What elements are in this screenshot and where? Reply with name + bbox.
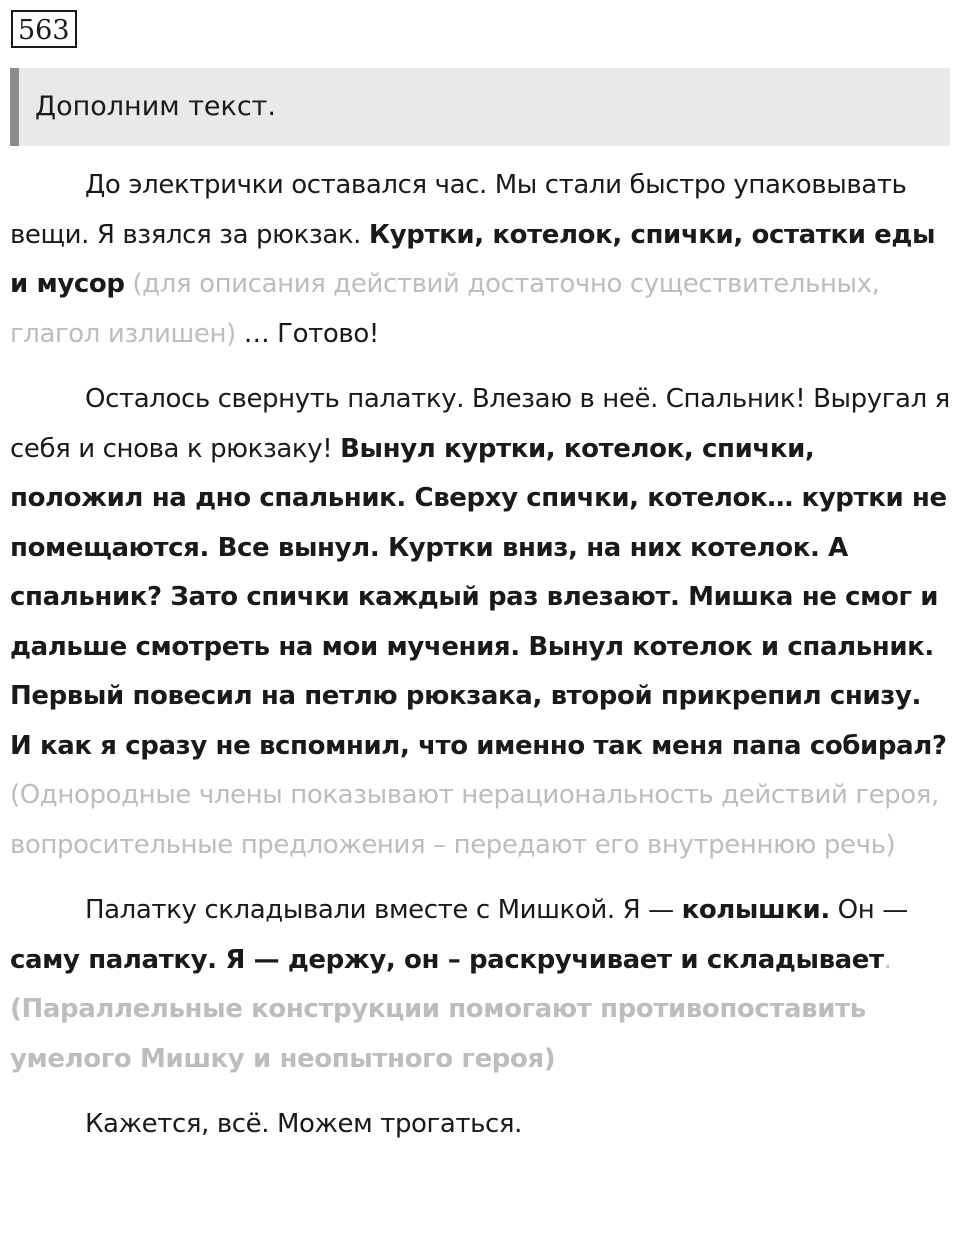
instruction-text: Дополним текст. (35, 91, 276, 122)
p3-part-1: Палатку складывали вместе с Мишкой. Я — (85, 895, 682, 925)
text-body (10, 161, 950, 1150)
p2-bold-passage: Вынул куртки, котелок, спички, положил на дно спальник. Сверху спички, котелок… куртки не помещаются. Все вынул. Куртки вниз, на них котелок. А спальник? Зато спички каждый раз влезают. Мишка не смог и дальше смотреть на мои мучения. Вынул котелок и спальник. Первый повесил на петлю рюкзака, второй прикрепил снизу. И как я сразу не вспомнил, что именно так меня папа собирал? (10, 433, 947, 761)
p3-part-3: . (207, 944, 226, 975)
p3-note: (Параллельные конструкции помогают противопоставить умелого Мишку и неопытного героя) (10, 994, 866, 1074)
paragraph-4 (10, 1100, 950, 1150)
paragraph-1 (10, 161, 950, 359)
p1-sentence: До электрички оставался час. Мы стали быстро упаковывать вещи. Я взялся за рюкзак. (10, 170, 907, 250)
p2-note: (Однородные члены показывают нерациональность действий героя, вопросительные предложения – передают его внутреннюю речь) (10, 780, 939, 860)
p1-ending: … Готово! (235, 318, 379, 349)
p4-sentence: Кажется, всё. Можем трогаться. (85, 1109, 523, 1139)
p1-note: (для описания действий достаточно существительных, глагол излишен) (10, 269, 880, 349)
p3-bold-3: Я — держу, он – раскручивает и складывает (225, 944, 884, 975)
p3-bold-2: саму палатку (10, 944, 208, 975)
task-number: 563 (11, 10, 77, 48)
p3-bold-1: колышки. (681, 895, 830, 925)
instruction-banner (10, 68, 950, 146)
p1-bold-phrase: Куртки, котелок, спички, остатки еды и мусор (10, 219, 936, 299)
paragraph-2 (10, 375, 950, 870)
p3-note-dot: . (883, 944, 892, 975)
p3-part-2: Он — (829, 895, 908, 925)
p2-sentence: Осталось свернуть палатку. Влезаю в неё. Спальник! Выругал я себя и снова к рюкзаку! (10, 384, 950, 464)
paragraph-3 (10, 886, 950, 1084)
